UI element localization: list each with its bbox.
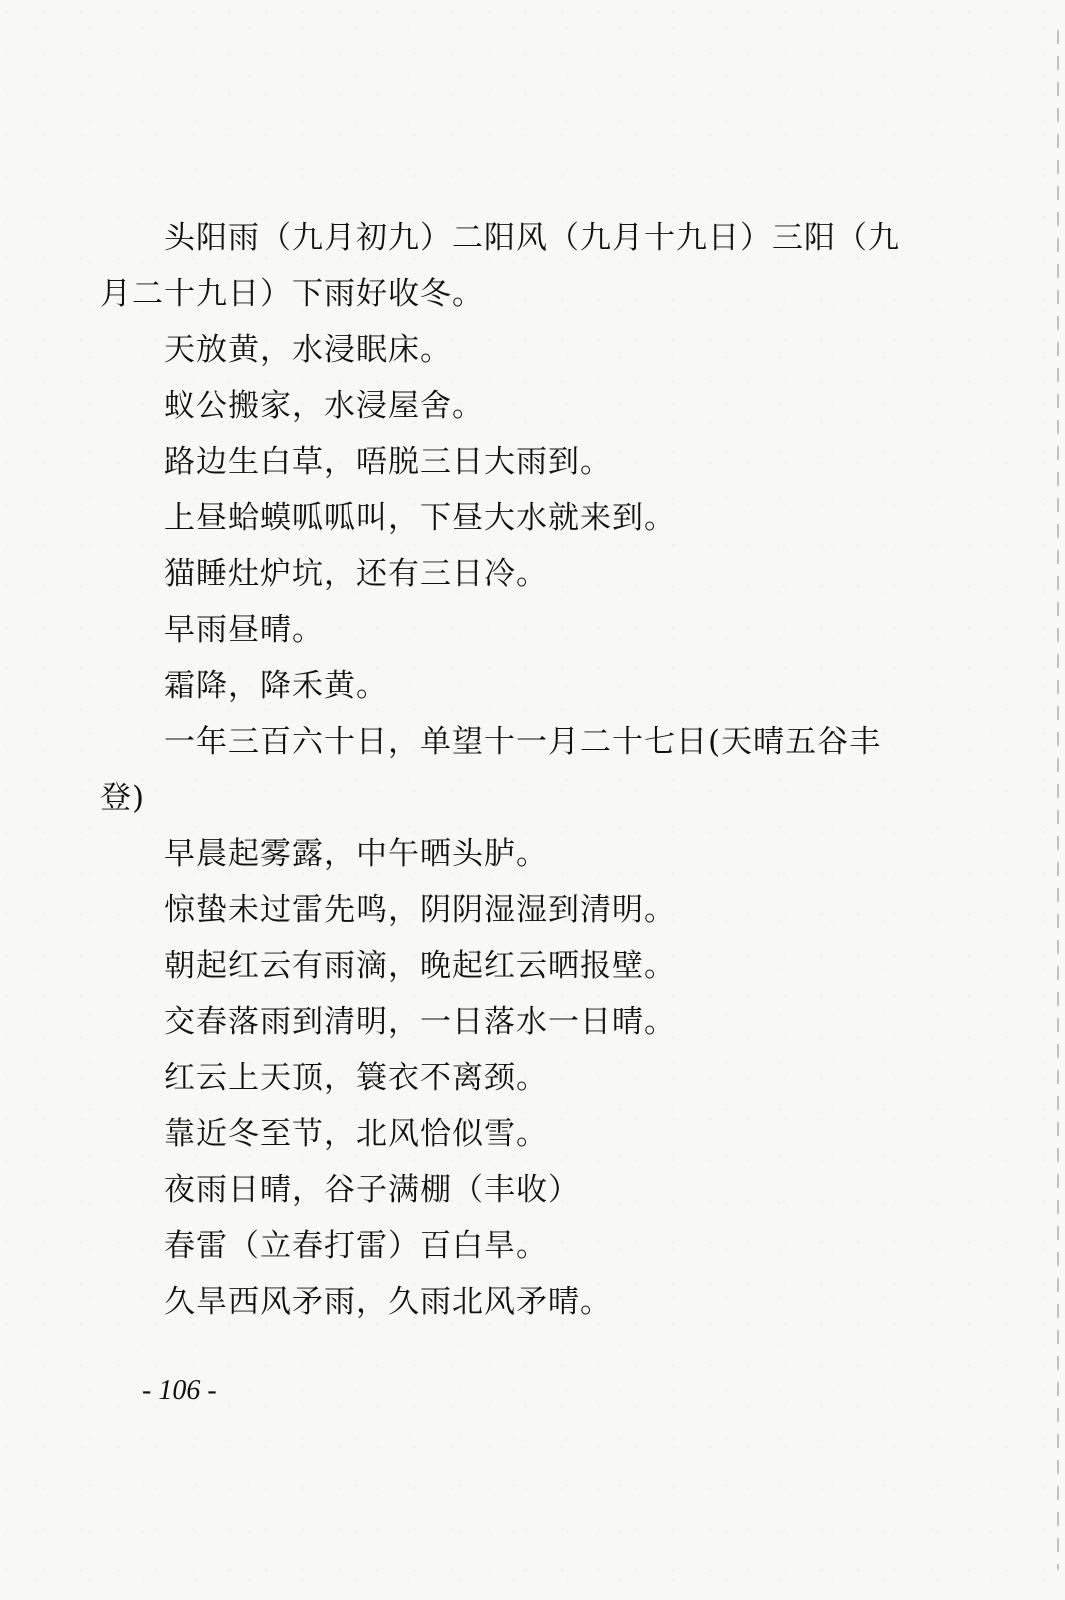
text-line: 早晨起雾露，中午晒头胪。: [164, 836, 548, 872]
text-line: 久旱西风矛雨，久雨北风矛晴。: [164, 1284, 612, 1320]
text-line: 路边生白草，唔脱三日大雨到。: [164, 444, 612, 480]
text-line: 靠近冬至节，北风恰似雪。: [164, 1116, 548, 1152]
text-line: 惊蛰未过雷先鸣，阴阴湿湿到清明。: [164, 892, 676, 928]
text-line: 蚁公搬家，水浸屋舍。: [164, 388, 484, 424]
text-line: 登): [100, 780, 146, 816]
text-line: 头阳雨（九月初九）二阳风（九月十九日）三阳（九: [164, 220, 900, 256]
text-line: 霜降，降禾黄。: [164, 668, 388, 704]
page-number: - 106 -: [142, 1375, 217, 1406]
text-line: 上昼蛤蟆呱呱叫，下昼大水就来到。: [164, 500, 676, 536]
page-edge-shadow: [1057, 30, 1059, 1570]
text-line: 月二十九日）下雨好收冬。: [100, 276, 484, 312]
body-text: [100, 210, 930, 1330]
text-line: 交春落雨到清明，一日落水一日晴。: [164, 1004, 676, 1040]
text-line: 夜雨日晴，谷子满棚（丰收）: [164, 1172, 580, 1208]
text-line: 朝起红云有雨滴，晚起红云晒报壁。: [164, 948, 676, 984]
text-line: 猫睡灶炉坑，还有三日冷。: [164, 556, 548, 592]
text-line: 早雨昼晴。: [164, 612, 324, 648]
text-line: 红云上天顶，簑衣不离颈。: [164, 1060, 548, 1096]
text-line: 春雷（立春打雷）百白旱。: [164, 1228, 548, 1264]
text-line: 天放黄，水浸眠床。: [164, 332, 452, 368]
text-line: 一年三百六十日，单望十一月二十七日(天晴五谷丰: [164, 724, 882, 760]
